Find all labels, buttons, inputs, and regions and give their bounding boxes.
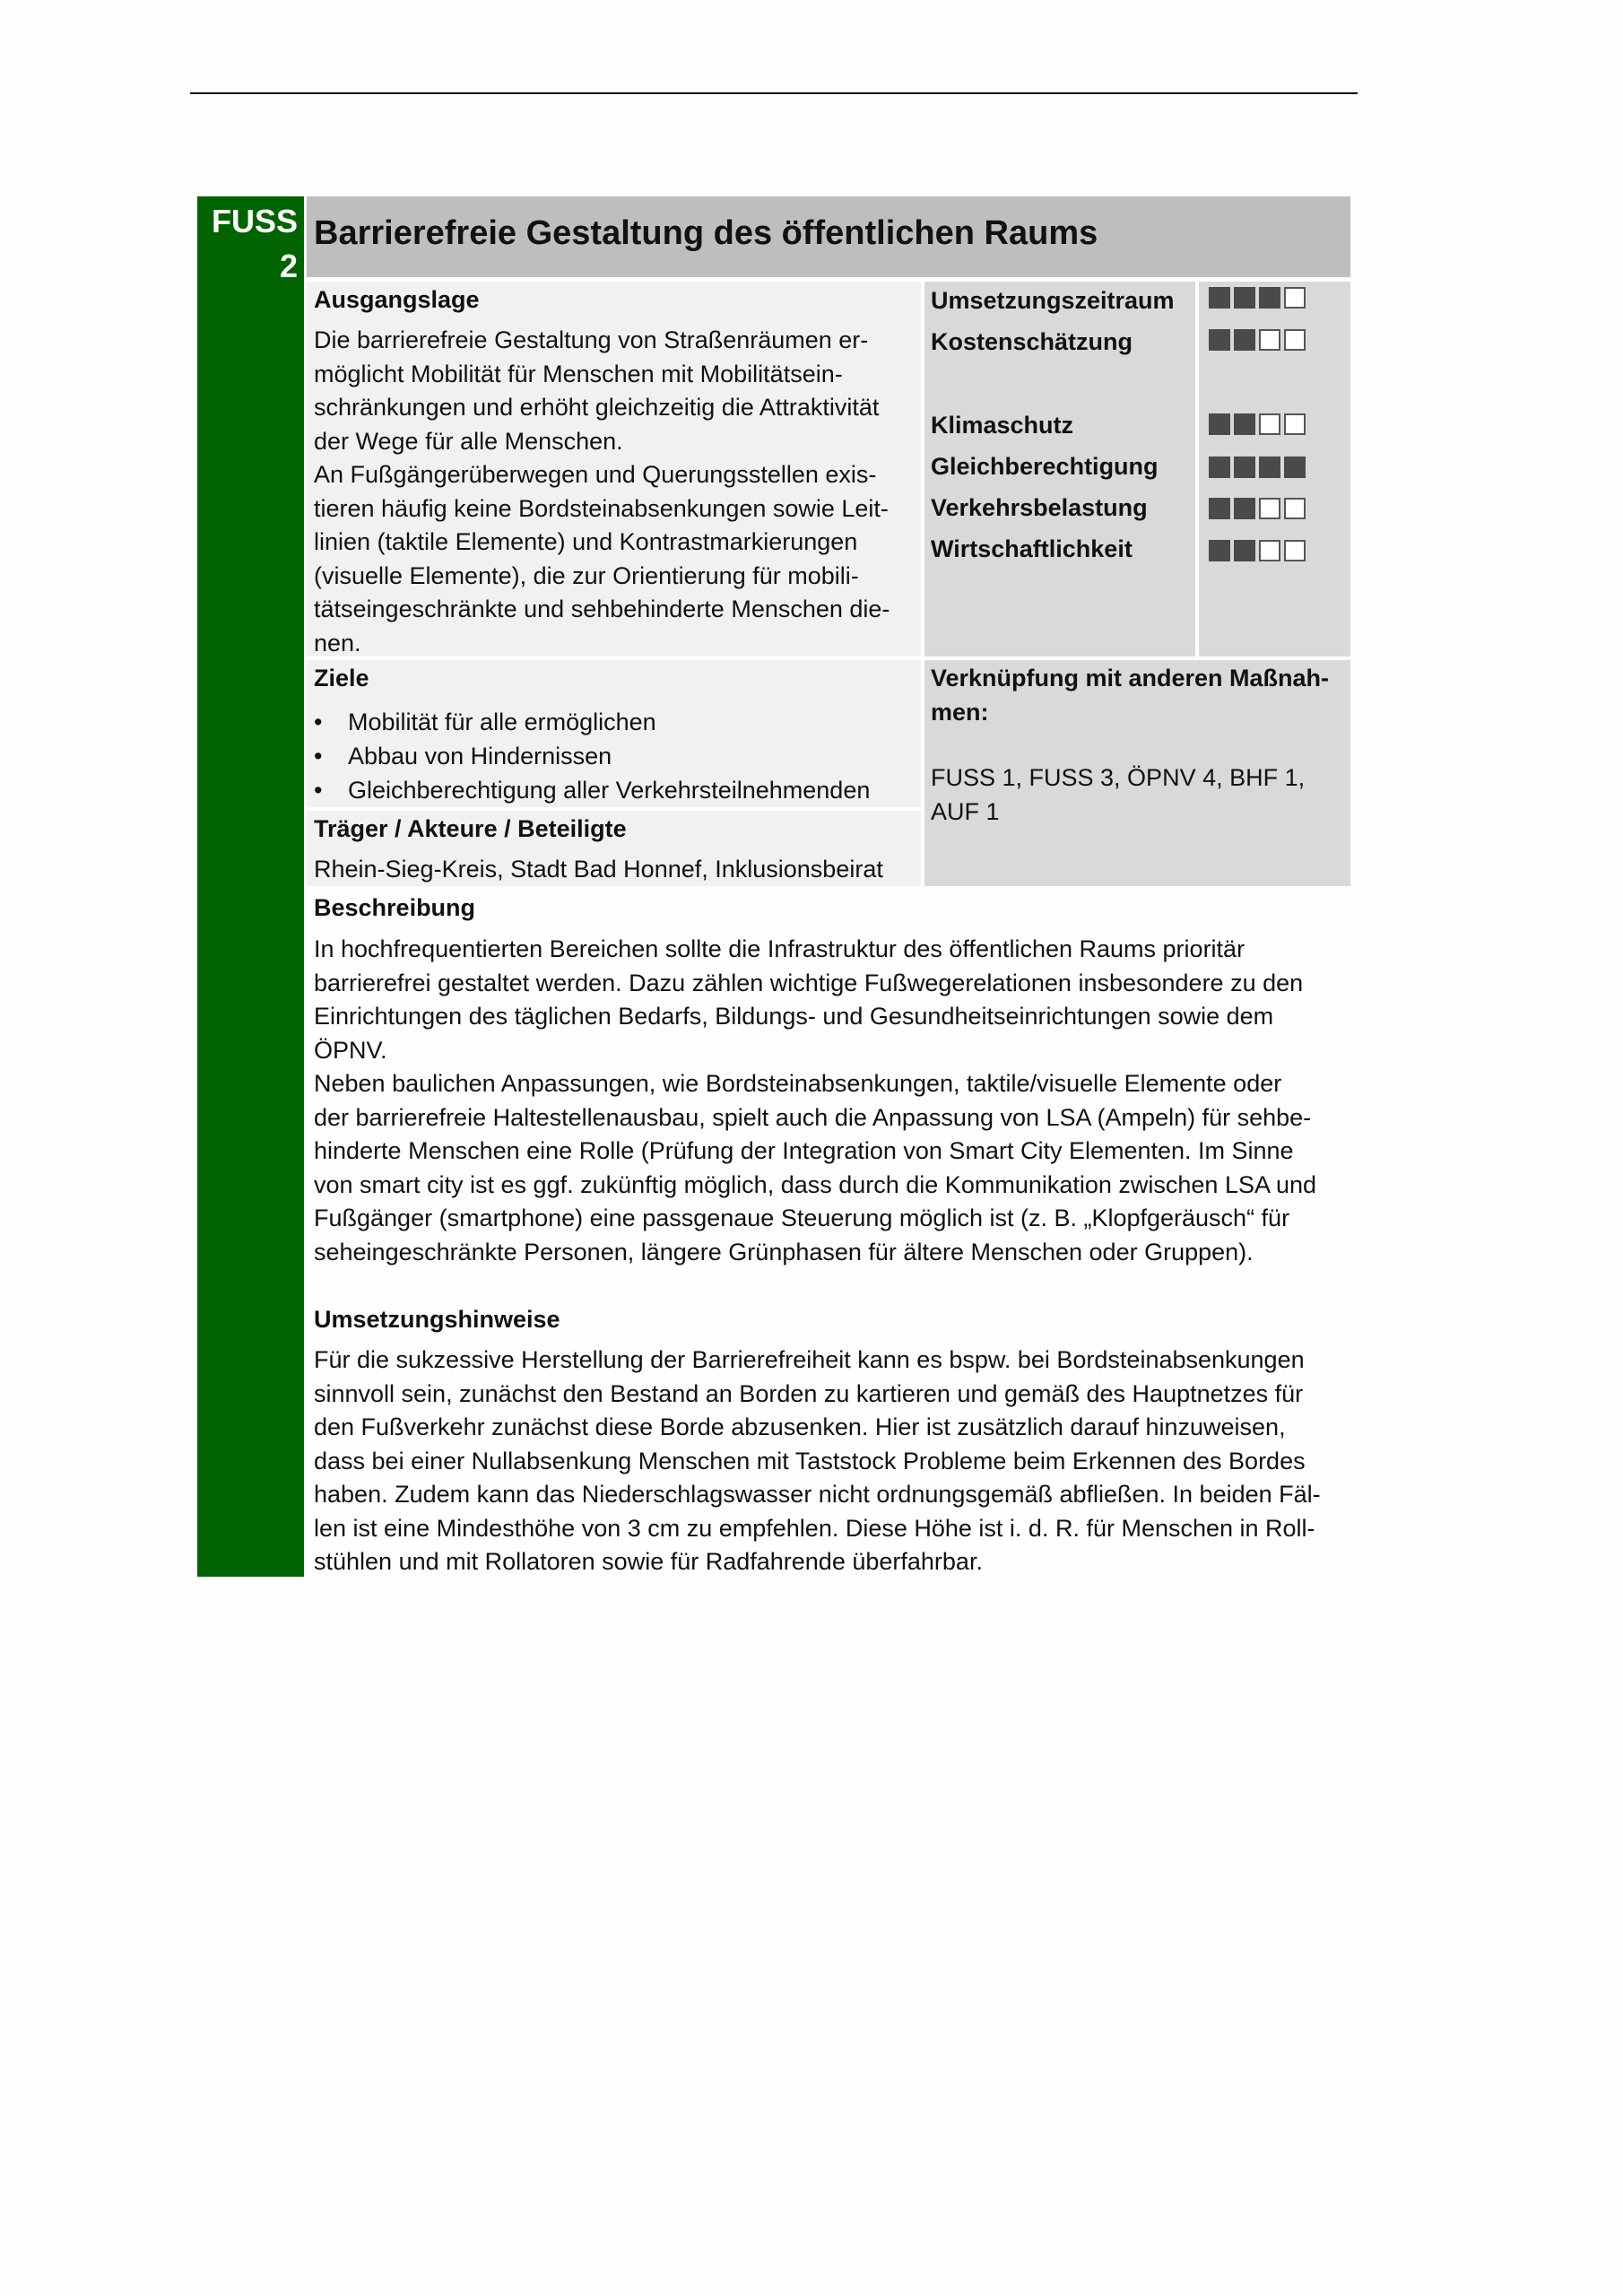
ausgangslage-line: An Fußgängerüberwegen und Querungsstellen exis- bbox=[314, 461, 877, 488]
beschreibung-line: ÖPNV. bbox=[314, 1036, 387, 1064]
beschreibung-line: seheingeschränkte Personen, längere Grünphasen für ältere Menschen oder Gruppen). bbox=[314, 1238, 1254, 1265]
rating-square-empty bbox=[1259, 413, 1280, 435]
ausgangslage-line: tätseingeschränkte und sehbehinderte Menschen die- bbox=[314, 596, 890, 622]
rating-square-filled bbox=[1259, 287, 1280, 309]
rating-square-empty bbox=[1259, 498, 1280, 519]
beschreibung-line: der barrierefreie Haltestellenausbau, spielt auch die Anpassung von LSA (Ampeln) für sehbe- bbox=[314, 1103, 1312, 1131]
ausgangslage-line: möglicht Mobilität für Menschen mit Mobilitätsein- bbox=[314, 360, 843, 387]
beschreibung-line: In hochfrequentierten Bereichen sollte die Infrastruktur des öffentlichen Raums prioritär bbox=[314, 935, 1245, 962]
rating-square-filled bbox=[1234, 287, 1255, 309]
verknuepfung-text bbox=[931, 761, 1305, 829]
rating-square-filled bbox=[1234, 413, 1255, 435]
rating-square-filled bbox=[1209, 540, 1230, 561]
list-item: • Mobilität für alle ermöglichen bbox=[314, 705, 870, 739]
beschreibung-line: Einrichtungen des täglichen Bedarfs, Bildungs- und Gesundheitseinrichtungen sowie dem bbox=[314, 1003, 1274, 1030]
rating-square-filled bbox=[1209, 287, 1230, 309]
rating-kostenschaetzung bbox=[1209, 329, 1306, 351]
beschreibung-line: von smart city ist es ggf. zukünftig möglich, dass durch die Kommunikation zwischen LSA und bbox=[314, 1170, 1317, 1198]
rating-square-empty bbox=[1284, 540, 1306, 561]
criterion-label-kostenschaetzung: Kostenschätzung bbox=[931, 328, 1133, 355]
rating-gleichberechtigung bbox=[1209, 457, 1306, 478]
umsetzung-heading: Umsetzungshinweise bbox=[314, 1306, 560, 1333]
rating-verkehrsbelastung bbox=[1209, 498, 1306, 519]
umsetzung-line: den Fußverkehr zunächst diese Borde abzusenken. Hier ist zusätzlich darauf hinzuweisen, bbox=[314, 1413, 1286, 1440]
criterion-label-umsetzungszeitraum: Umsetzungszeitraum bbox=[931, 287, 1175, 314]
beschreibung-line: hinderte Menschen eine Rolle (Prüfung der Integration von Smart City Elementen. Im Sinne bbox=[314, 1137, 1294, 1164]
title-band bbox=[307, 196, 1350, 277]
rating-square-filled bbox=[1234, 540, 1255, 561]
ausgangslage-heading: Ausgangslage bbox=[314, 286, 480, 313]
verknuepfung-text-line: FUSS 1, FUSS 3, ÖPNV 4, BHF 1, bbox=[931, 764, 1306, 791]
rating-square-filled bbox=[1209, 329, 1230, 351]
ausgangslage-line: nen. bbox=[314, 629, 361, 657]
beschreibung-line: Neben baulichen Anpassungen, wie Bordsteinabsenkungen, taktile/visuelle Elemente oder bbox=[314, 1070, 1282, 1097]
criterion-label-verkehrsbelastung: Verkehrsbelastung bbox=[931, 494, 1148, 521]
header-rule bbox=[190, 92, 1358, 94]
measure-title: Barrierefreie Gestaltung des öffentlichen Raums bbox=[314, 214, 1098, 252]
umsetzung-text bbox=[314, 1344, 1354, 1579]
rating-square-empty bbox=[1284, 287, 1306, 309]
rating-square-empty bbox=[1284, 498, 1306, 519]
umsetzung-line: sinnvoll sein, zunächst den Bestand an Borden zu kartieren und gemäß des Hauptnetzes für bbox=[314, 1379, 1304, 1407]
verknuepfung-heading bbox=[931, 662, 1329, 729]
beschreibung-text bbox=[314, 933, 1354, 1269]
umsetzung-line: haben. Zudem kann das Niederschlagswasser nicht ordnungsgemäß abfließen. In beiden Fäl- bbox=[314, 1481, 1321, 1508]
category-bar bbox=[197, 196, 304, 1577]
rating-square-filled bbox=[1234, 457, 1255, 478]
measure-code bbox=[197, 199, 298, 289]
beschreibung-line: Fußgänger (smartphone) eine passgenaue Steuerung möglich ist (z. B. „Klopfgeräusch“ für bbox=[314, 1205, 1290, 1231]
criterion-label-wirtschaftlichkeit: Wirtschaftlichkeit bbox=[931, 535, 1133, 562]
ausgangslage-line: linien (taktile Elemente) und Kontrastmarkierungen bbox=[314, 528, 858, 555]
criterion-label-gleichberechtigung: Gleichberechtigung bbox=[931, 453, 1159, 480]
verknuepfung-text-line: AUF 1 bbox=[931, 797, 1000, 825]
rating-wirtschaftlichkeit bbox=[1209, 540, 1306, 561]
rating-square-filled bbox=[1234, 329, 1255, 351]
traeger-text: Rhein-Sieg-Kreis, Stadt Bad Honnef, Inklusionsbeirat bbox=[314, 856, 883, 883]
rating-square-filled bbox=[1234, 498, 1255, 519]
ausgangslage-line: Die barrierefreie Gestaltung von Straßenräumen er- bbox=[314, 326, 869, 353]
ausgangslage-line: (visuelle Elemente), die zur Orientierung für mobili- bbox=[314, 561, 859, 589]
measure-code-line-2: 2 bbox=[279, 248, 298, 284]
ziele-heading: Ziele bbox=[314, 665, 369, 691]
rating-square-filled bbox=[1209, 457, 1230, 478]
verknuepfung-heading-line: men: bbox=[931, 698, 989, 726]
traeger-heading: Träger / Akteure / Beteiligte bbox=[314, 815, 627, 842]
umsetzung-line: len ist eine Mindesthöhe von 3 cm zu empfehlen. Diese Höhe ist i. d. R. für Menschen in Roll- bbox=[314, 1514, 1315, 1542]
rating-square-empty bbox=[1259, 329, 1280, 351]
ausgangslage-text bbox=[314, 324, 915, 660]
criterion-label-klimaschutz: Klimaschutz bbox=[931, 412, 1074, 439]
umsetzung-line: dass bei einer Nullabsenkung Menschen mit Taststock Probleme beim Erkennen des Bordes bbox=[314, 1447, 1306, 1474]
list-item: • Gleichberechtigung aller Verkehrsteilnehmenden bbox=[314, 773, 870, 807]
rating-square-filled bbox=[1209, 413, 1230, 435]
measure-code-line-1: FUSS bbox=[211, 203, 298, 239]
rating-square-empty bbox=[1259, 540, 1280, 561]
ausgangslage-line: tieren häufig keine Bordsteinabsenkungen sowie Leit- bbox=[314, 494, 889, 522]
rating-klimaschutz bbox=[1209, 413, 1306, 435]
ausgangslage-line: der Wege für alle Menschen. bbox=[314, 427, 623, 455]
rating-square-filled bbox=[1259, 457, 1280, 478]
verknuepfung-heading-line: Verknüpfung mit anderen Maßnah- bbox=[931, 665, 1330, 691]
rating-umsetzungszeitraum bbox=[1209, 287, 1306, 309]
rating-square-empty bbox=[1284, 413, 1306, 435]
ziele-list bbox=[314, 705, 870, 807]
list-item: • Abbau von Hindernissen bbox=[314, 739, 870, 773]
umsetzung-line: stühlen und mit Rollatoren sowie für Radfahrende überfahrbar. bbox=[314, 1548, 983, 1575]
beschreibung-line: barrierefrei gestaltet werden. Dazu zählen wichtige Fußwegerelationen insbesondere zu den bbox=[314, 969, 1304, 996]
rating-square-filled bbox=[1284, 457, 1306, 478]
rating-square-filled bbox=[1209, 498, 1230, 519]
umsetzung-line: Für die sukzessive Herstellung der Barrierefreiheit kann es bspw. bei Bordsteinabsenkungen bbox=[314, 1346, 1305, 1373]
ausgangslage-line: schränkungen und erhöht gleichzeitig die Attraktivität bbox=[314, 394, 880, 421]
beschreibung-heading: Beschreibung bbox=[314, 894, 476, 921]
rating-square-empty bbox=[1284, 329, 1306, 351]
